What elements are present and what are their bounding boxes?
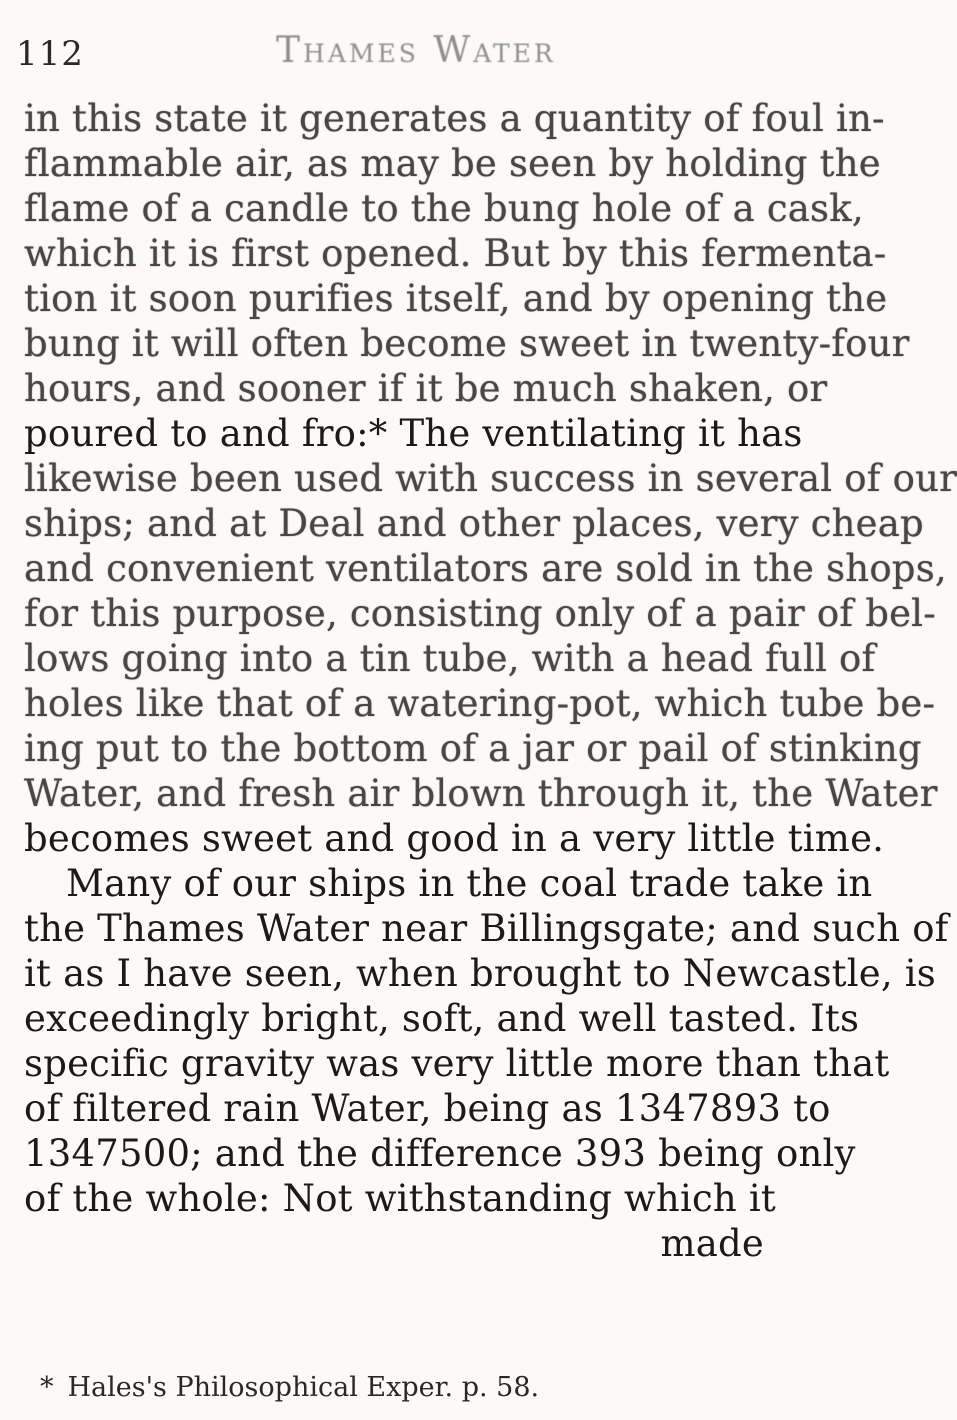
text-line: exceedingly bright, soft, and well tasted. Its xyxy=(24,997,860,1040)
page-header xyxy=(16,20,776,90)
running-head: Thames Water xyxy=(276,30,556,71)
text-line: flame of a candle to the bung hole of a cask, xyxy=(24,187,864,230)
text-line: of the whole: Not withstanding which it xyxy=(24,1177,776,1220)
text-line: specific gravity was very little more than that xyxy=(24,1042,890,1085)
footnote-marker: * xyxy=(40,1372,54,1403)
text-line: flammable air, as may be seen by holding the xyxy=(24,142,881,185)
text-line: becomes sweet and good in a very little time. xyxy=(24,817,885,860)
text-line: hours, and sooner if it be much shaken, or xyxy=(24,367,828,410)
text-line: ships; and at Deal and other places, very cheap xyxy=(24,502,924,545)
text-line: bung it will often become sweet in twenty-four xyxy=(24,322,910,365)
text-line: Many of our ships in the coal trade take in xyxy=(66,862,873,905)
text-line: the Thames Water near Billingsgate; and such of xyxy=(24,907,949,950)
text-line: tion it soon purifies itself, and by opening the xyxy=(24,277,888,320)
text-line: of filtered rain Water, being as 1347893 to xyxy=(24,1087,831,1130)
text-line: it as I have seen, when brought to Newcastle, is xyxy=(24,952,936,995)
footnote-text: Hales's Philosophical Exper. p. 58. xyxy=(67,1372,540,1403)
text-line: and convenient ventilators are sold in the shops, xyxy=(24,547,947,590)
text-line: holes like that of a watering-pot, which tube be- xyxy=(24,682,936,725)
catchword: made xyxy=(660,1222,764,1265)
text-line: likewise been used with success in several of our xyxy=(24,457,957,500)
text-line: for this purpose, consisting only of a pair of bel- xyxy=(24,592,936,635)
text-line: which it is first opened. But by this fermenta- xyxy=(24,232,887,275)
text-line: ing put to the bottom of a jar or pail of stinking xyxy=(24,727,922,770)
text-line: lows going into a tin tube, with a head full of xyxy=(24,637,876,680)
text-line: Water, and fresh air blown through it, the Water xyxy=(24,772,938,815)
body-text xyxy=(24,96,957,1266)
text-line: poured to and fro:* The ventilating it has xyxy=(24,412,803,455)
text-line: in this state it generates a quantity of foul in- xyxy=(24,97,885,140)
page-number: 112 xyxy=(16,34,84,74)
text-line: 1347500; and the difference 393 being only xyxy=(24,1132,856,1175)
footnote xyxy=(40,1372,760,1403)
